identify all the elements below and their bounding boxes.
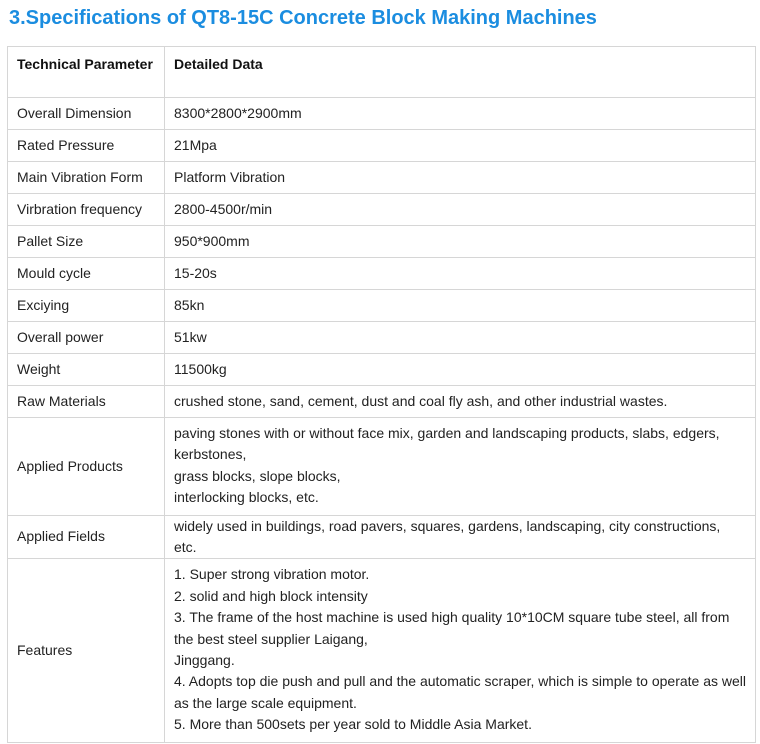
parameter-cell: Virbration frequency xyxy=(8,194,165,226)
table-row xyxy=(8,515,756,559)
value-line: 8300*2800*2900mm xyxy=(174,104,302,121)
table-row xyxy=(8,322,756,354)
value-line: Jinggang. xyxy=(174,652,235,669)
table-row xyxy=(8,386,756,418)
parameter-cell: Rated Pressure xyxy=(8,130,165,162)
value-line: the best steel supplier Laigang, xyxy=(174,630,368,647)
value-cell xyxy=(165,418,756,516)
value-cell xyxy=(165,354,756,386)
value-line: kerbstones, xyxy=(174,446,247,463)
value-cell xyxy=(165,386,756,418)
value-line: grass blocks, slope blocks, xyxy=(174,467,341,484)
value-line: 51kw xyxy=(174,328,207,345)
table-row xyxy=(8,258,756,290)
value-line: 11500kg xyxy=(174,360,227,377)
parameter-cell: Mould cycle xyxy=(8,258,165,290)
value-line: as the large scale equipment. xyxy=(174,694,357,711)
table-row xyxy=(8,98,756,130)
parameter-cell: Raw Materials xyxy=(8,386,165,418)
header-detailed-data xyxy=(165,47,756,98)
parameter-cell: Overall Dimension xyxy=(8,98,165,130)
value-cell xyxy=(165,194,756,226)
value-line: 3. The frame of the host machine is used high quality 10*10CM square tube steel, all from xyxy=(174,609,730,626)
parameter-cell: Exciying xyxy=(8,290,165,322)
value-line: 21Mpa xyxy=(174,136,217,153)
parameter-cell: Applied Fields xyxy=(8,515,165,559)
table-row xyxy=(8,354,756,386)
header-technical-parameter-label: Technical Parameter xyxy=(17,56,153,72)
value-line: 2800-4500r/min xyxy=(174,200,273,217)
value-cell xyxy=(165,322,756,354)
value-line: 5. More than 500sets per year sold to Middle Asia Market. xyxy=(174,716,532,733)
header-technical-parameter xyxy=(8,47,165,98)
value-line: 15-20s xyxy=(174,264,217,281)
value-cell xyxy=(165,130,756,162)
specifications-table-body xyxy=(8,47,756,743)
table-row xyxy=(8,418,756,516)
parameter-cell: Weight xyxy=(8,354,165,386)
value-cell xyxy=(165,559,756,742)
value-line: 950*900mm xyxy=(174,232,250,249)
value-cell xyxy=(165,226,756,258)
value-line: 4. Adopts top die push and pull and the automatic scraper, which is simple to operate as well xyxy=(174,673,747,690)
specifications-table xyxy=(7,46,756,743)
table-header-row xyxy=(8,47,756,98)
parameter-cell: Pallet Size xyxy=(8,226,165,258)
table-row xyxy=(8,559,756,742)
parameter-cell: Features xyxy=(8,559,165,742)
parameter-cell: Overall power xyxy=(8,322,165,354)
value-line: interlocking blocks, etc. xyxy=(174,489,319,506)
parameter-cell: Main Vibration Form xyxy=(8,162,165,194)
value-line: 2. solid and high block intensity xyxy=(174,587,368,604)
value-line: Platform Vibration xyxy=(174,168,286,185)
table-row xyxy=(8,194,756,226)
value-line: crushed stone, sand, cement, dust and coal fly ash, and other industrial wastes. xyxy=(174,392,668,409)
page-title: 3.Specifications of QT8-15C Concrete Block Making Machines xyxy=(9,7,597,29)
value-line: widely used in buildings, road pavers, squares, gardens, landscaping, city constructions, etc. xyxy=(174,517,721,556)
table-row xyxy=(8,162,756,194)
value-cell xyxy=(165,98,756,130)
value-cell xyxy=(165,258,756,290)
value-cell xyxy=(165,162,756,194)
value-line: 1. Super strong vibration motor. xyxy=(174,566,370,583)
value-cell xyxy=(165,290,756,322)
value-line: paving stones with or without face mix, garden and landscaping products, slabs, edgers, xyxy=(174,425,720,441)
value-line: 85kn xyxy=(174,296,205,313)
table-row xyxy=(8,290,756,322)
value-cell xyxy=(165,515,756,559)
parameter-cell: Applied Products xyxy=(8,418,165,516)
table-row xyxy=(8,226,756,258)
header-detailed-data-label: Detailed Data xyxy=(174,56,263,72)
table-row xyxy=(8,130,756,162)
